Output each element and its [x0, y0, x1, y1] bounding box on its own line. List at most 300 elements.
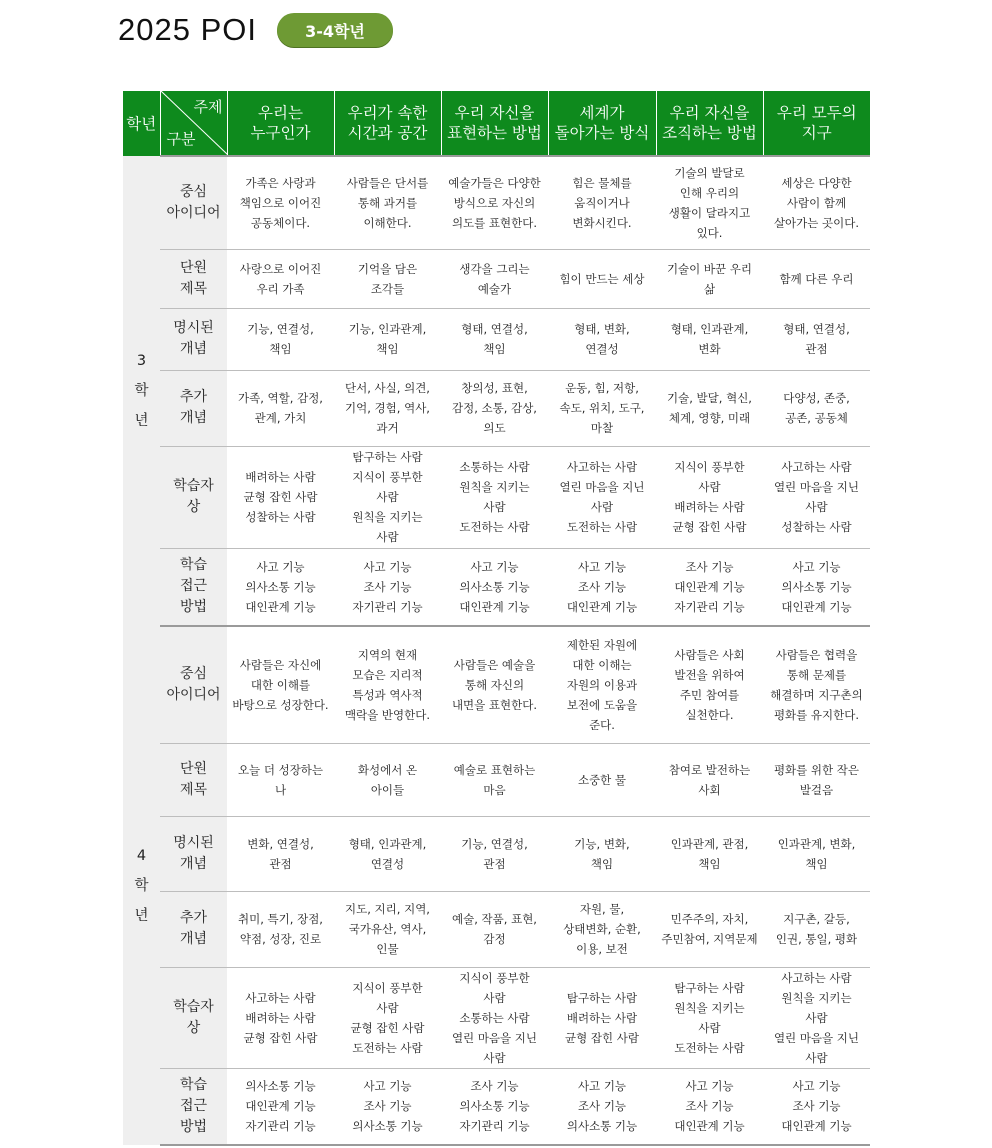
cell-line: 의사소통 기능: [245, 579, 316, 594]
cell-line: 특성과 역사적: [352, 687, 423, 702]
category-line: 학습: [179, 1076, 208, 1093]
category-line: 학습: [179, 557, 208, 574]
cell-line: 준다.: [589, 717, 615, 732]
cell-line: 아이들: [370, 782, 405, 797]
cell-line: 형태, 인과관계,: [670, 322, 749, 336]
content-cell: [227, 1068, 334, 1145]
cell-line: 의사소통 기능: [459, 1099, 530, 1114]
cell-line: 기억, 경험, 역사,: [345, 401, 430, 415]
cell-line: 세상은 다양한: [781, 175, 852, 190]
cell-line: 움직이거나: [574, 195, 630, 210]
cell-line: 마음: [483, 782, 506, 797]
cell-line: 변화, 연결성,: [247, 836, 314, 851]
category-line: 아이디어: [166, 686, 221, 703]
cell-line: 조사 기능: [685, 1099, 734, 1114]
cell-line: 소통하는 사람: [459, 1010, 530, 1025]
cell-line: 나: [274, 782, 287, 797]
content-cell: [227, 308, 334, 370]
category-line: 접근: [179, 578, 208, 595]
title-row: [118, 10, 393, 50]
cell-line: 화성에서 온: [357, 762, 418, 777]
cell-line: 배려하는 사람: [245, 1010, 316, 1025]
cell-line: 사고 기능: [470, 559, 519, 574]
cell-line: 사고 기능: [577, 559, 627, 574]
theme-line: 우리 자신을: [454, 104, 535, 122]
cell-line: 인권, 통일, 평화: [775, 932, 858, 946]
theme-line: 누구인가: [250, 124, 311, 142]
content-cell: [548, 548, 656, 626]
cell-line: 해결하며 지구촌의: [770, 687, 863, 702]
content-cell: [548, 370, 656, 446]
content-cell: [334, 743, 441, 816]
content-cell: [656, 446, 763, 548]
cell-line: 주민 참여를: [679, 687, 740, 702]
category-cell: [160, 743, 227, 816]
content-cell: [656, 249, 763, 308]
cell-line: 사고 기능: [363, 559, 412, 574]
cell-line: 있다.: [696, 225, 723, 240]
cell-line: 조사 기능: [577, 1099, 627, 1114]
cell-line: 조각들: [370, 281, 405, 296]
content-cell: [334, 370, 441, 446]
table-row: [123, 308, 870, 370]
content-cell: [548, 1068, 656, 1145]
content-cell: [548, 967, 656, 1068]
cell-line: 대인관계 기능: [566, 599, 638, 614]
theme-line: 돌아가는 방식: [554, 124, 650, 142]
cell-line: 인과관계, 관점,: [670, 836, 749, 851]
grade-label-char: 3: [136, 353, 147, 369]
cell-line: 통해 과거를: [357, 195, 418, 210]
cell-line: 대인관계 기능: [245, 599, 316, 614]
cell-line: 열린 마음을 지닌: [773, 480, 860, 494]
cell-line: 사람: [483, 1050, 506, 1065]
cell-line: 사람: [483, 500, 506, 514]
category-line: 중심: [179, 665, 208, 682]
cell-line: 함께 다른 우리: [779, 271, 854, 286]
content-cell: [441, 1068, 548, 1145]
content-cell: [334, 249, 441, 308]
content-cell: [548, 816, 656, 891]
theme-header-5: [656, 91, 763, 156]
content-cell: [548, 308, 656, 370]
cell-line: 창의성, 표현,: [461, 381, 528, 395]
cell-line: 도전하는 사람: [566, 520, 638, 534]
category-line: 제목: [179, 280, 208, 297]
cell-line: 감정, 소통, 감상,: [452, 401, 537, 415]
cell-line: 지식이 풍부한: [352, 470, 423, 484]
cell-line: 공동체이다.: [250, 215, 311, 230]
cell-line: 성찰하는 사람: [781, 520, 852, 534]
content-cell: [227, 743, 334, 816]
cell-line: 관점: [805, 342, 828, 356]
cell-line: 원칙을 지키는: [674, 1000, 745, 1015]
category-cell: [160, 249, 227, 308]
table-row: [123, 446, 870, 548]
content-cell: [548, 446, 656, 548]
content-cell: [656, 967, 763, 1068]
category-cell: [160, 156, 227, 249]
content-cell: [441, 446, 548, 548]
category-line: 방법: [179, 599, 208, 616]
content-cell: [548, 743, 656, 816]
cell-line: 균형 잡힌 사람: [243, 490, 318, 504]
cell-line: 사람: [590, 500, 614, 514]
cell-line: 도전하는 사람: [459, 520, 530, 534]
content-cell: [656, 626, 763, 743]
cell-line: 예술가들은 다양한: [448, 175, 541, 190]
cell-line: 관점: [483, 856, 506, 871]
cell-line: 지역의 현재: [357, 647, 418, 662]
content-cell: [656, 743, 763, 816]
cell-line: 대인관계 기능: [781, 1119, 852, 1134]
category-cell: [160, 1068, 227, 1145]
table-row: [123, 548, 870, 626]
content-cell: [763, 370, 870, 446]
cell-line: 통해 문제를: [786, 667, 847, 682]
cell-line: 발걸음: [799, 782, 834, 797]
cell-line: 기술, 발달, 혁신,: [667, 391, 752, 405]
content-cell: [334, 156, 441, 249]
content-cell: [441, 370, 548, 446]
content-cell: [441, 743, 548, 816]
grade-column-header: 학년: [123, 91, 160, 156]
cell-line: 사람: [805, 1050, 828, 1065]
content-cell: [334, 967, 441, 1068]
category-line: 개념: [179, 855, 208, 872]
cell-line: 맥락을 반영한다.: [344, 707, 431, 722]
category-cell: [160, 626, 227, 743]
cell-line: 사고 기능: [256, 559, 305, 574]
cell-line: 사고 기능: [363, 1079, 412, 1094]
cell-line: 연결성: [585, 342, 619, 356]
cell-line: 사람: [376, 490, 399, 504]
cell-line: 힘은 물체를: [572, 175, 632, 190]
cell-line: 가족, 역할, 감정,: [238, 391, 323, 405]
cell-line: 책임으로 이어진: [239, 195, 322, 210]
cell-line: 대인관계 기능: [674, 579, 745, 594]
category-line: 명시된: [173, 320, 214, 336]
cell-line: 사고하는 사람: [566, 460, 638, 474]
cell-line: 대한 이해는: [572, 657, 632, 672]
category-line: 접근: [179, 1097, 208, 1114]
content-cell: [763, 967, 870, 1068]
cell-line: 사람: [698, 480, 721, 494]
cell-line: 조사 기능: [470, 1079, 519, 1094]
cell-line: 참여로 발전하는: [668, 762, 751, 777]
category-line: 제목: [179, 781, 208, 798]
theme-line: 우리 모두의: [776, 104, 857, 122]
table-row: [123, 156, 870, 249]
content-cell: [441, 548, 548, 626]
cell-line: 이용, 보전: [576, 942, 628, 956]
corner-header: [160, 91, 227, 156]
cell-line: 의사소통 기능: [566, 1119, 638, 1134]
category-line: 추가: [179, 389, 208, 405]
cell-line: 의사소통 기능: [459, 579, 530, 594]
cell-line: 생활이 달라지고: [668, 205, 751, 220]
content-cell: [763, 626, 870, 743]
cell-line: 균형 잡힌 사람: [672, 520, 747, 534]
cell-line: 소통하는 사람: [459, 460, 530, 474]
cell-line: 예술, 작품, 표현,: [452, 912, 537, 926]
theme-line: 우리는: [258, 104, 303, 122]
content-cell: [227, 548, 334, 626]
cell-line: 마찰: [590, 421, 614, 435]
cell-line: 자기관리 기능: [245, 1119, 316, 1134]
grade-label-char: 4: [136, 847, 147, 864]
cell-line: 의사소통 기능: [781, 579, 852, 594]
content-cell: [334, 891, 441, 967]
cell-line: 보전에 도움을: [566, 697, 638, 712]
cell-line: 힘이 만드는 세상: [559, 271, 645, 286]
content-cell: [441, 816, 548, 891]
cell-line: 살아가는 곳이다.: [773, 215, 860, 230]
cell-line: 사람들은 단서를: [346, 175, 429, 190]
category-cell: [160, 308, 227, 370]
category-line: 학습자: [173, 998, 214, 1015]
cell-line: 지식이 풍부한: [459, 970, 530, 985]
cell-line: 예술로 표현하는: [453, 762, 536, 777]
cell-line: 단서, 사실, 의견,: [345, 381, 430, 395]
category-line: 개념: [179, 931, 208, 947]
content-cell: [763, 816, 870, 891]
cell-line: 배려하는 사람: [245, 470, 316, 484]
table-row: [123, 370, 870, 446]
cell-line: 형태, 변화,: [574, 322, 630, 336]
cell-line: 배려하는 사람: [674, 500, 745, 514]
content-cell: [548, 156, 656, 249]
content-cell: [548, 891, 656, 967]
content-cell: [334, 308, 441, 370]
cell-line: 지식이 풍부한: [352, 980, 423, 995]
cell-line: 대인관계 기능: [674, 1119, 745, 1134]
cell-line: 제한된 자원에: [566, 637, 638, 652]
cell-line: 사람: [376, 1000, 399, 1015]
cell-line: 민주주의, 자치,: [670, 912, 749, 926]
cell-line: 의도: [483, 421, 506, 435]
cell-line: 감정: [483, 932, 506, 946]
cell-line: 사람들은 예술을: [453, 657, 536, 672]
cell-line: 균형 잡힌 사람: [243, 1030, 318, 1045]
poi-table-body: [123, 156, 870, 1145]
cell-line: 도전하는 사람: [352, 1040, 423, 1055]
content-cell: [656, 370, 763, 446]
content-cell: [548, 249, 656, 308]
corner-label-theme: 주제: [193, 98, 223, 116]
cell-line: 대인관계 기능: [459, 599, 530, 614]
cell-line: 사람: [805, 500, 828, 514]
cell-line: 자기관리 기능: [459, 1119, 530, 1134]
content-cell: [227, 446, 334, 548]
cell-line: 사고 기능: [792, 1079, 841, 1094]
cell-line: 성찰하는 사람: [245, 510, 316, 524]
cell-line: 사람이 함께: [786, 195, 847, 210]
cell-line: 조사 기능: [577, 579, 627, 594]
cell-line: 사람들은 사회: [674, 647, 745, 662]
content-cell: [227, 626, 334, 743]
cell-line: 체계, 영향, 미래: [668, 411, 751, 425]
category-line: 명시된: [173, 834, 214, 851]
content-cell: [763, 156, 870, 249]
category-line: 개념: [179, 410, 208, 426]
cell-line: 사람: [376, 530, 399, 544]
grade-label-cell: [123, 156, 160, 626]
content-cell: [227, 249, 334, 308]
cell-line: 조사 기능: [363, 579, 412, 594]
theme-line: 조직하는 방법: [662, 124, 757, 142]
content-cell: [441, 891, 548, 967]
content-cell: [441, 249, 548, 308]
cell-line: 사람: [698, 1020, 721, 1035]
cell-line: 대인관계 기능: [781, 599, 852, 614]
content-cell: [548, 626, 656, 743]
cell-line: 균형 잡힌 사람: [565, 1030, 639, 1045]
cell-line: 자기관리 기능: [352, 599, 423, 614]
cell-line: 인과관계, 변화,: [777, 836, 856, 851]
content-cell: [441, 308, 548, 370]
category-line: 개념: [179, 341, 208, 357]
content-cell: [334, 816, 441, 891]
cell-line: 책임: [590, 856, 614, 871]
cell-line: 사람들은 자신에: [239, 657, 322, 672]
table-row: [123, 967, 870, 1068]
cell-line: 속도, 위치, 도구,: [559, 401, 645, 415]
content-cell: [656, 1068, 763, 1145]
cell-line: 변화: [698, 342, 721, 356]
content-cell: [763, 249, 870, 308]
grade-label-char: 년: [134, 413, 149, 429]
cell-line: 대인관계 기능: [245, 1099, 316, 1114]
category-cell: [160, 816, 227, 891]
header-row: [123, 91, 870, 156]
theme-header-6: [763, 91, 870, 156]
cell-line: 내면을 표현한다.: [451, 697, 538, 712]
category-line: 중심: [179, 183, 208, 200]
cell-line: 오늘 더 성장하는: [237, 762, 324, 777]
cell-line: 사랑으로 이어진: [239, 261, 322, 276]
cell-line: 사회: [698, 782, 721, 797]
cell-line: 공존, 공동체: [785, 411, 848, 425]
cell-line: 지도, 지리, 지역,: [345, 902, 430, 916]
theme-line: 시간과 공간: [347, 124, 428, 142]
cell-line: 형태, 인과관계,: [348, 836, 427, 851]
content-cell: [227, 891, 334, 967]
category-line: 상: [186, 1019, 201, 1036]
category-line: 아이디어: [166, 204, 221, 221]
cell-line: 조사 기능: [792, 1099, 841, 1114]
cell-line: 열린 마음을 지닌: [559, 480, 645, 494]
cell-line: 대한 이해를: [250, 677, 311, 692]
cell-line: 원칙을 지키는: [781, 990, 852, 1005]
category-cell: [160, 446, 227, 548]
cell-line: 인물: [376, 942, 399, 956]
cell-line: 관점: [269, 856, 292, 871]
cell-line: 자원, 물,: [579, 902, 625, 916]
cell-line: 가족은 사랑과: [245, 175, 316, 190]
theme-header-2: [334, 91, 441, 156]
cell-line: 기술이 바꾼 우리: [666, 261, 753, 276]
cell-line: 조사 기능: [363, 1099, 412, 1114]
content-cell: [227, 156, 334, 249]
cell-line: 사고 기능: [685, 1079, 734, 1094]
content-cell: [656, 891, 763, 967]
cell-line: 과거: [376, 421, 399, 435]
content-cell: [334, 548, 441, 626]
content-cell: [227, 967, 334, 1068]
content-cell: [334, 626, 441, 743]
theme-line: 세계가: [579, 104, 625, 122]
cell-line: 사고 기능: [792, 559, 841, 574]
cell-line: 연결성: [370, 856, 405, 871]
cell-line: 평화를 유지한다.: [773, 707, 860, 722]
content-cell: [656, 308, 763, 370]
category-cell: [160, 370, 227, 446]
cell-line: 인해 우리의: [679, 185, 740, 200]
cell-line: 사고하는 사람: [781, 460, 852, 474]
cell-line: 원칙을 지키는: [352, 510, 423, 524]
category-line: 단원: [179, 259, 208, 276]
content-cell: [656, 548, 763, 626]
cell-line: 기억을 담은: [357, 261, 418, 276]
cell-line: 열린 마음을 지닌: [773, 1030, 860, 1045]
table-row: [123, 626, 870, 743]
cell-line: 예술가: [477, 281, 512, 296]
cell-line: 모습은 지리적: [352, 667, 423, 682]
corner-label-category: 구분: [166, 130, 196, 148]
cell-line: 우리 가족: [256, 281, 305, 296]
cell-line: 탐구하는 사람: [352, 450, 423, 464]
table-row: [123, 891, 870, 967]
cell-line: 삶: [703, 281, 716, 296]
category-line: 단원: [179, 760, 208, 777]
category-line: 상: [186, 499, 201, 515]
cell-line: 평화를 위한 작은: [773, 762, 860, 777]
cell-line: 약점, 성장, 진로: [239, 932, 322, 946]
cell-line: 이해한다.: [363, 215, 412, 230]
table-row: [123, 816, 870, 891]
cell-line: 조사 기능: [685, 559, 734, 574]
cell-line: 사고하는 사람: [245, 990, 316, 1005]
cell-line: 기능, 변화,: [574, 836, 630, 851]
category-cell: [160, 548, 227, 626]
grade-label-cell: [123, 626, 160, 1145]
cell-line: 책임: [698, 856, 721, 871]
content-cell: [763, 1068, 870, 1145]
cell-line: 형태, 연결성,: [783, 322, 850, 336]
page-title: 2025 POI: [118, 12, 257, 47]
cell-line: 형태, 연결성,: [461, 322, 528, 336]
cell-line: 균형 잡힌 사람: [350, 1020, 425, 1035]
cell-line: 바탕으로 성장한다.: [232, 697, 329, 712]
content-cell: [656, 156, 763, 249]
table-row: [123, 1068, 870, 1145]
grade-label-char: 학: [134, 383, 149, 399]
content-cell: [334, 446, 441, 548]
cell-line: 탐구하는 사람: [674, 980, 745, 995]
cell-line: 실천한다.: [685, 707, 734, 722]
content-cell: [763, 891, 870, 967]
cell-line: 사람들은 협력을: [775, 647, 858, 662]
cell-line: 국가유산, 역사,: [348, 922, 427, 936]
cell-line: 다양성, 존중,: [783, 391, 850, 405]
cell-line: 의사소통 기능: [352, 1119, 423, 1134]
content-cell: [656, 816, 763, 891]
cell-line: 취미, 특기, 장점,: [238, 912, 323, 926]
cell-line: 탐구하는 사람: [566, 990, 638, 1005]
cell-line: 책임: [376, 342, 399, 356]
cell-line: 책임: [269, 342, 292, 356]
